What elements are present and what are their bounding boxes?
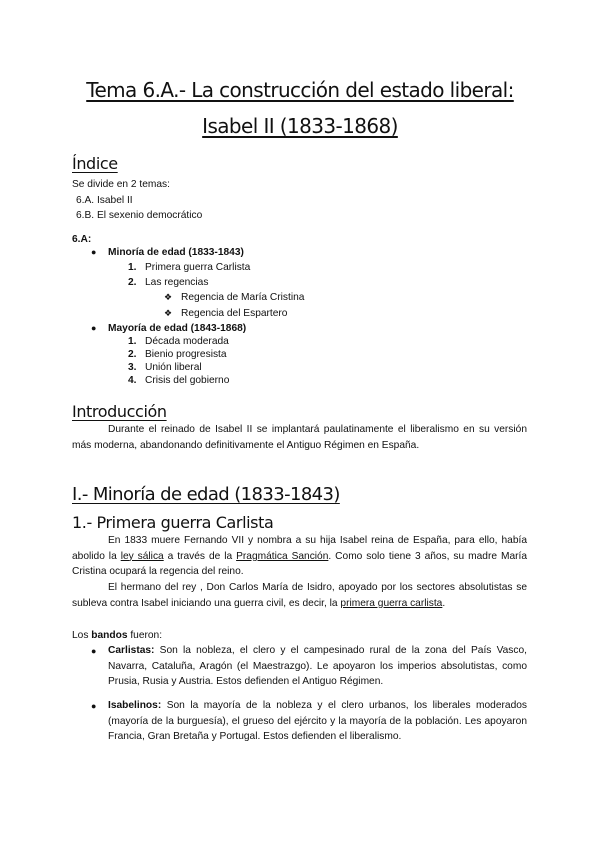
indice-tema-b: 6.B. El sexenio democrático <box>76 210 203 221</box>
bandos-post: fueron: <box>127 630 163 641</box>
mayoria-item-label: Bienio progresista <box>145 349 227 360</box>
introduccion-paragraph <box>72 422 527 453</box>
mayoria-item-number: 1. <box>128 336 137 347</box>
paragraph-don-carlos <box>72 580 527 611</box>
minoria-item-label: Las regencias <box>145 277 209 288</box>
subsection-heading: 1.- Primera guerra Carlista <box>72 513 274 532</box>
paragraph-fernando-vii <box>72 533 527 580</box>
mayoria-label: Mayoría de edad (1843-1868) <box>108 323 247 334</box>
paragraph-text: . Como solo tiene 3 años, su madre María Cristina ocupará la regencia del reino. <box>72 550 527 578</box>
carlistas-paragraph <box>108 643 527 690</box>
mayoria-item-label: Crisis del gobierno <box>145 375 230 386</box>
introduccion-text: Durante el reinado de Isabel II se implantará paulatinamente el liberalismo en su versión más moderna, abandonando definitivamente el Antiguo Régimen en España. <box>72 424 527 451</box>
carlistas-label: Carlistas: <box>108 645 155 656</box>
bullet-icon: ● <box>91 247 97 257</box>
document-title-line-2: Isabel II (1833-1868) <box>202 114 398 138</box>
mayoria-item-number: 4. <box>128 375 137 386</box>
bullet-icon: ● <box>91 323 97 333</box>
mayoria-item-label: Década moderada <box>145 336 229 347</box>
primera-guerra-carlista-term: primera guerra carlista <box>340 597 443 609</box>
paragraph-text: a través de la <box>163 550 237 562</box>
indice-intro: Se divide en 2 temas: <box>72 179 170 190</box>
bullet-icon: ● <box>91 701 97 711</box>
mayoria-item-label: Unión liberal <box>145 362 202 373</box>
pragmatica-sancion-term: Pragmática Sanción <box>236 550 329 562</box>
ley-salica-term: ley sálica <box>120 550 164 562</box>
introduccion-heading: Introducción <box>72 402 167 421</box>
regencia-item: Regencia de María Cristina <box>181 292 305 303</box>
paragraph-text: . <box>442 597 446 609</box>
bandos-intro <box>72 629 162 642</box>
section-heading: I.- Minoría de edad (1833-1843) <box>72 484 340 505</box>
document-title-line-1: Tema 6.A.- La construcción del estado liberal: <box>86 78 514 102</box>
indice-section-label: 6.A: <box>72 234 92 245</box>
isabelinos-text: Son la mayoría de la nobleza y el clero urbanos, los liberales moderados (mayoría de la burguesía), el grueso del ejército y la mayoría de la población. Les apoyaron Francia, Gran Bretaña y Portugal. Estos defienden el liberalismo. <box>108 700 527 743</box>
regencia-item: Regencia del Espartero <box>181 308 288 319</box>
minoria-label: Minoría de edad (1833-1843) <box>108 247 244 258</box>
paragraph-text: En 1833 muere Fernando VII y nombra a su hija Isabel reina de España, para ello, había abolido la <box>72 535 527 562</box>
bandos-pre: Los <box>72 630 92 641</box>
isabelinos-paragraph <box>108 698 527 745</box>
diamond-bullet-icon: ❖ <box>164 292 173 302</box>
mayoria-item-number: 2. <box>128 349 137 360</box>
diamond-bullet-icon: ❖ <box>164 308 173 318</box>
indice-heading: Índice <box>72 154 118 173</box>
mayoria-item-number: 3. <box>128 362 137 373</box>
bullet-icon: ● <box>91 646 97 656</box>
minoria-item-number: 1. <box>128 262 137 273</box>
indice-tema-a: 6.A. Isabel II <box>76 195 133 206</box>
minoria-item-label: Primera guerra Carlista <box>145 262 251 273</box>
carlistas-text: Son la nobleza, el clero y el campesinado rural de la zona del País Vasco, Navarra, Cataluña, Aragón (el Maestrazgo). Le apoyaron los imperios absolutistas, como Prusia, Rusia y Austria. Estos defienden el Antiguo Régimen. <box>108 645 527 688</box>
bandos-bold: bandos <box>91 630 128 641</box>
isabelinos-label: Isabelinos: <box>108 700 162 711</box>
minoria-item-number: 2. <box>128 277 137 288</box>
paragraph-text: El hermano del rey , Don Carlos María de Isidro, apoyado por los sectores absolutistas se subleva contra Isabel iniciando una guerra civil, es decir, la <box>72 582 527 609</box>
